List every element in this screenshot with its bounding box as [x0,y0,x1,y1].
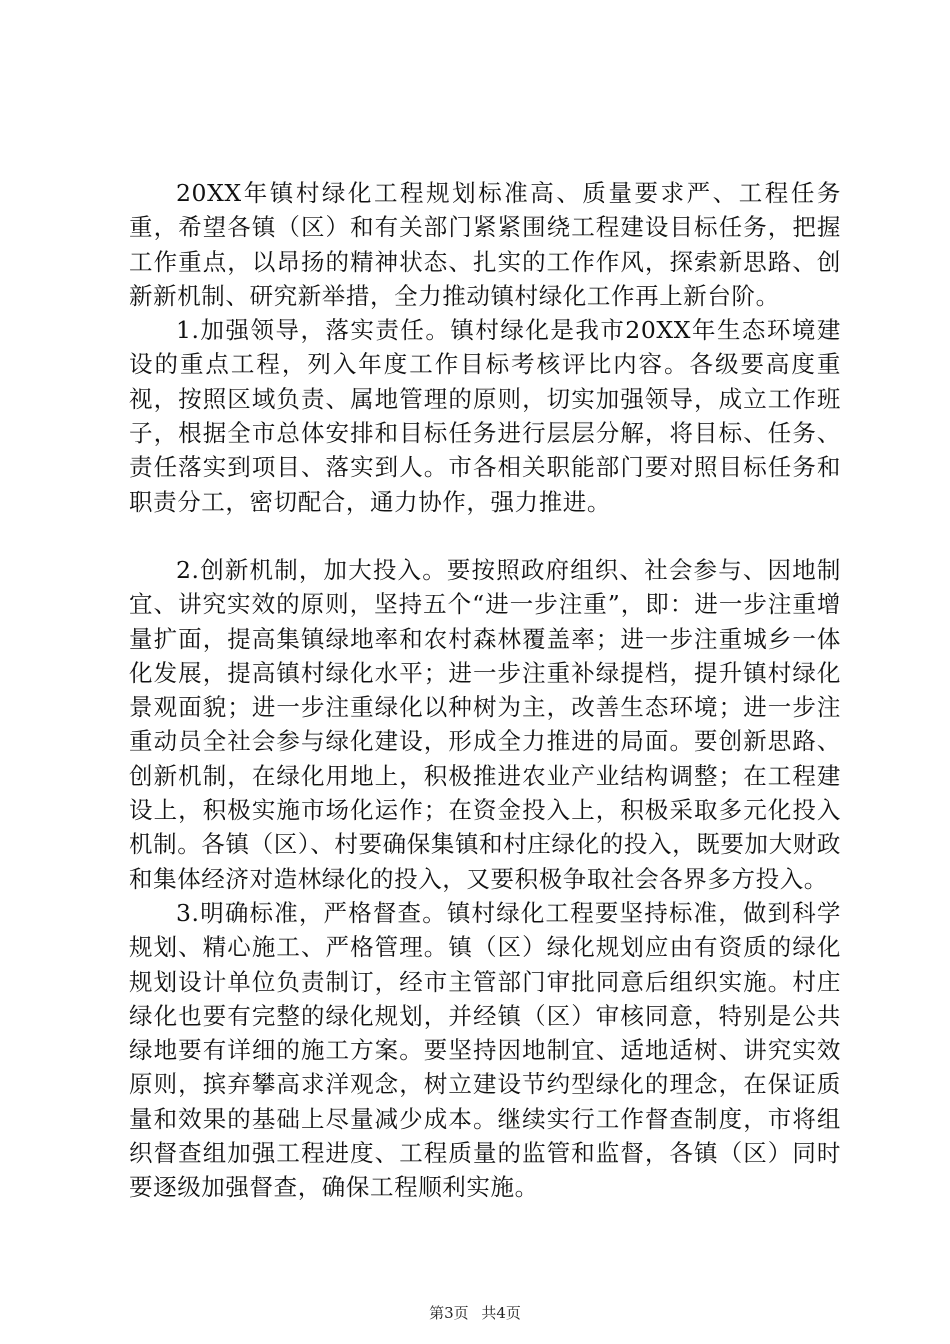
paragraph-section-3: 3.明确标准，严格督查。镇村绿化工程要坚持标准，做到科学规划、精心施工、严格管理。镇（区）绿化规划应由有资质的绿化规划设计单位负责制订，经市主管部门审批同意后组织实施。村庄绿化也要有完整的绿化规划，并经镇（区）审核同意，特别是公共绿地要有详细的施工方案。要坚持因地制宜、适地适树、讲究实效原则，摈弃攀高求洋观念，树立建设节约型绿化的理念，在保证质量和效果的基础上尽量减少成本。继续实行工作督查制度，市将组织督查组加强工程进度、工程质量的监管和监督，各镇（区）同时要逐级加强督查，确保工程顺利实施。 [129,898,841,1202]
paragraph-spacer [129,519,841,553]
document-body [129,176,841,1205]
page-total: 共4页 [481,1304,521,1322]
page-footer [0,1303,950,1323]
paragraph-section-1: 1.加强领导，落实责任。镇村绿化是我市20XX年生态环境建设的重点工程，列入年度工作目标考核评比内容。各级要高度重视，按照区域负责、属地管理的原则，切实加强领导，成立工作班子，根据全市总体安排和目标任务进行层层分解，将目标、任务、责任落实到项目、落实到人。市各相关职能部门要对照目标任务和职责分工，密切配合，通力协作，强力推进。 [129,316,841,516]
paragraph-intro: 20XX年镇村绿化工程规划标准高、质量要求严、工程任务重，希望各镇（区）和有关部门紧紧围绕工程建设目标任务，把握工作重点，以昂扬的精神状态、扎实的工作作风，探索新思路、创新新机制、研究新举措，全力推动镇村绿化工作再上新台阶。 [129,179,841,310]
paragraph-section-2: 2.创新机制，加大投入。要按照政府组织、社会参与、因地制宜、讲究实效的原则，坚持五个“进一步注重”，即：进一步注重增量扩面，提高集镇绿地率和农村森林覆盖率；进一步注重城乡一体化发展，提高镇村绿化水平；进一步注重补绿提档，提升镇村绿化景观面貌；进一步注重绿化以种树为主，改善生态环境；进一步注重动员全社会参与绿化建设，形成全力推进的局面。要创新思路、创新机制，在绿化用地上，积极推进农业产业结构调整；在工程建设上，积极实施市场化运作；在资金投入上，积极采取多元化投入机制。各镇（区）、村要确保集镇和村庄绿化的投入，既要加大财政和集体经济对造林绿化的投入，又要积极争取社会各界多方投入。 [129,555,841,893]
page-number: 第3页 [429,1304,469,1322]
